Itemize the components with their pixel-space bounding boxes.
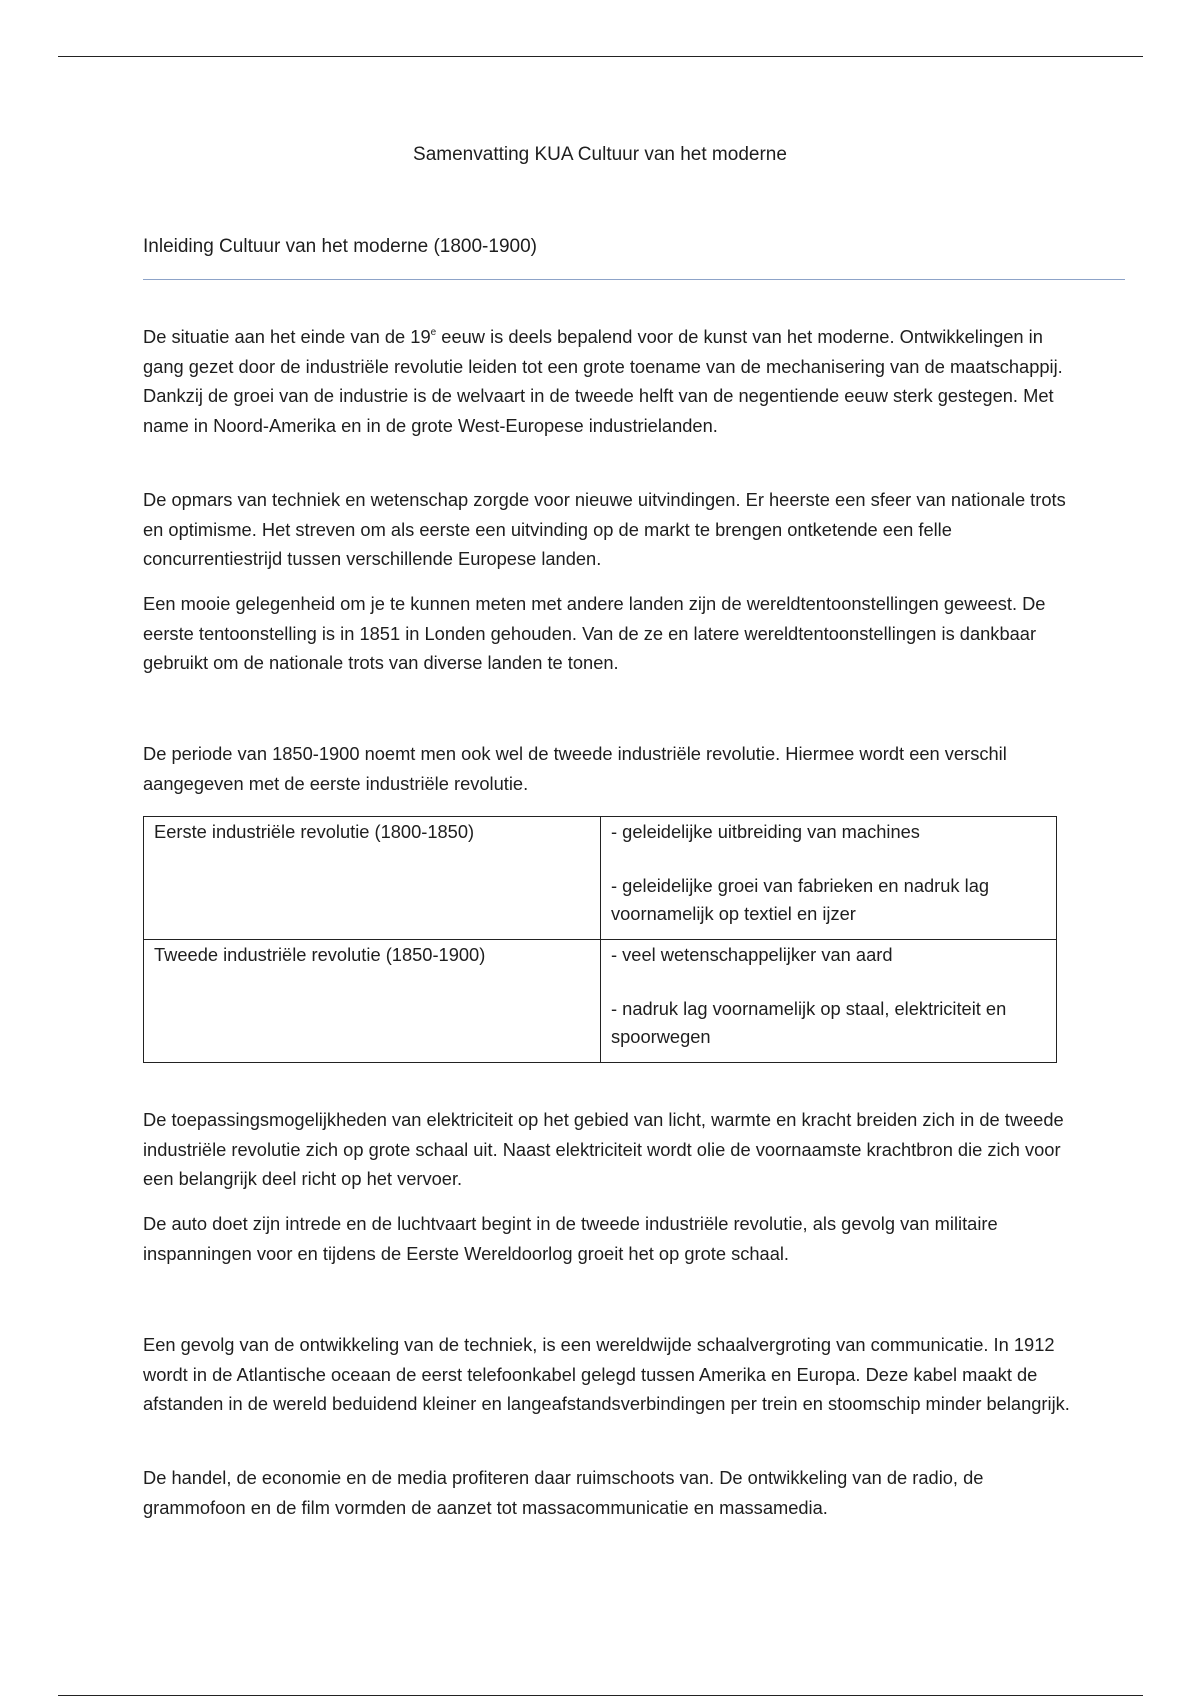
revolution-comparison-table — [143, 816, 1057, 1063]
table-row — [144, 940, 1057, 1063]
table-cell-points — [601, 940, 1057, 1063]
table-cell-points — [601, 817, 1057, 940]
section-heading: Inleiding Cultuur van het moderne (1800-1900) — [143, 236, 537, 257]
paragraph-communicatie: Een gevolg van de ontwikkeling van de techniek, is een wereldwijde schaalvergroting van communicatie. In 1912 wordt in de Atlantische oceaan de eerst telefoonkabel gelegd tussen Amerika en Europa. Deze kabel maakt de afstanden in de wereld beduidend kleiner en langeafstandsverbindingen per trein en stoomschip minder belangrijk. — [143, 1334, 1070, 1414]
page-top-rule — [58, 56, 1143, 57]
paragraph-techniek-wetenschap: De opmars van techniek en wetenschap zorgde voor nieuwe uitvindingen. Er heerste een sfeer van nationale trots en optimisme. Het streven om als eerste een uitvinding op de markt te brengen ontketende een felle concurrentiestrijd tussen verschillende Europese landen. — [143, 489, 1066, 569]
table-point: - geleidelijke uitbreiding van machines — [611, 821, 920, 842]
table-point: - nadruk lag voornamelijk op staal, elektriciteit en spoorwegen — [611, 998, 1007, 1047]
paragraph-19th-century: De situatie aan het einde van de 19e eeuw is deels bepalend voor de kunst van het moderne. Ontwikkelingen in gang gezet door de industriële revolutie leiden tot een grote toename van de mechanisering van de maatschappij. Dankzij de groei van de industrie is de welvaart in de tweede helft van de negentiende eeuw sterk gestegen. Met name in Noord-Amerika en in de grote West-Europese industrielanden. — [143, 326, 1063, 436]
heading-underline — [143, 279, 1125, 280]
table-cell-label: Tweede industriële revolutie (1850-1900) — [144, 940, 601, 1063]
table-cell-label: Eerste industriële revolutie (1800-1850) — [144, 817, 601, 940]
table-point: - veel wetenschappelijker van aard — [611, 944, 893, 965]
table-point: - geleidelijke groei van fabrieken en nadruk lag voornamelijk op textiel en ijzer — [611, 875, 990, 924]
paragraph-massamedia: De handel, de economie en de media profiteren daar ruimschoots van. De ontwikkeling van de radio, de grammofoon en de film vormden de aanzet tot massacommunicatie en massamedia. — [143, 1467, 984, 1518]
table-row — [144, 817, 1057, 940]
document-title: Samenvatting KUA Cultuur van het moderne — [413, 144, 787, 165]
paragraph-auto-luchtvaart: De auto doet zijn intrede en de luchtvaart begint in de tweede industriële revolutie, als gevolg van militaire inspanningen voor en tijdens de Eerste Wereldoorlog groeit het op grote schaal. — [143, 1213, 998, 1264]
paragraph-elektriciteit: De toepassingsmogelijkheden van elektriciteit op het gebied van licht, warmte en kracht breiden zich in de tweede industriële revolutie zich op grote schaal uit. Naast elektriciteit wordt olie de voornaamste krachtbron die zich voor een belangrijk deel richt op het vervoer. — [143, 1109, 1064, 1189]
paragraph-tweede-revolutie: De periode van 1850-1900 noemt men ook wel de tweede industriële revolutie. Hiermee wordt een verschil aangegeven met de eerste industriële revolutie. — [143, 743, 1007, 794]
paragraph-wereldtentoonstellingen: Een mooie gelegenheid om je te kunnen meten met andere landen zijn de wereldtentoonstellingen geweest. De eerste tentoonstelling is in 1851 in Londen gehouden. Van de ze en latere wereldtentoonstellingen is dankbaar gebruikt om de nationale trots van diverse landen te tonen. — [143, 593, 1046, 673]
page-bottom-rule — [58, 1695, 1143, 1696]
